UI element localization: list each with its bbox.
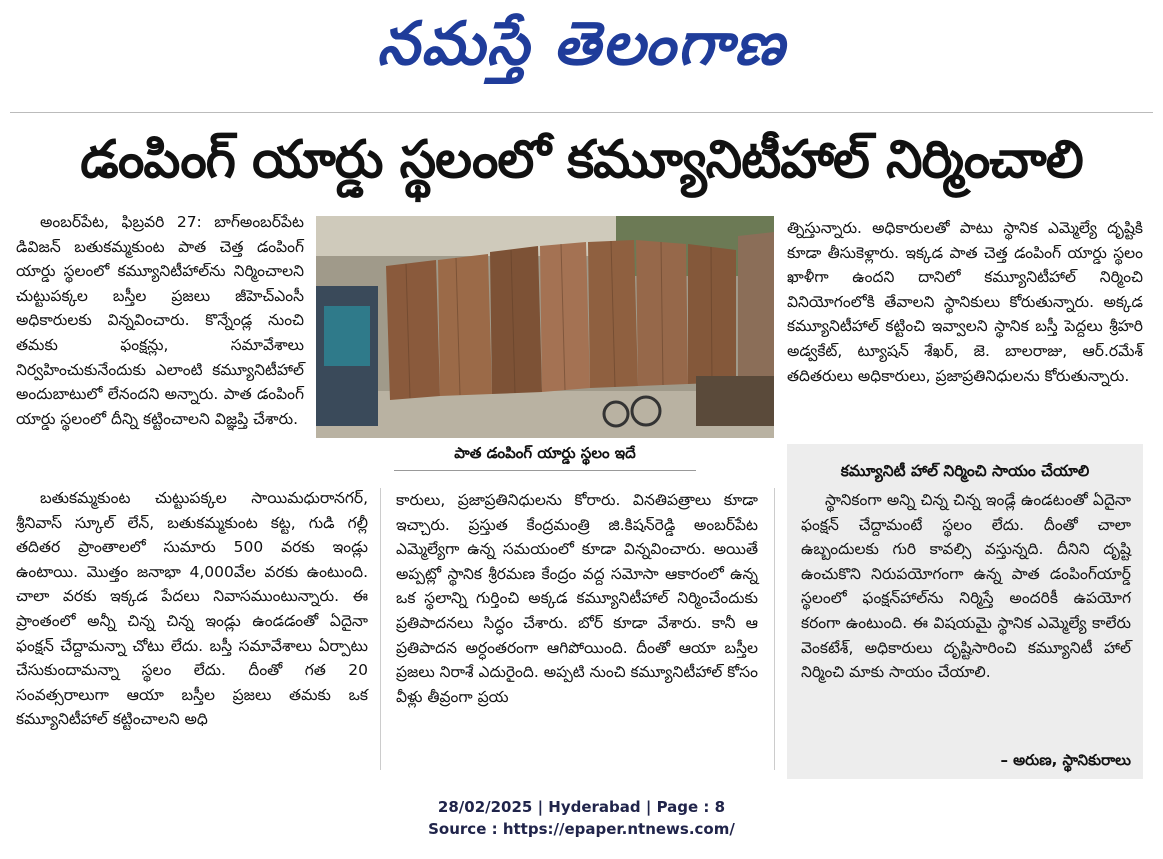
article-column-3 — [787, 216, 1143, 388]
footer-dateline: 28/02/2025 | Hyderabad | Page : 8 — [437, 798, 726, 816]
box-body — [801, 488, 1131, 685]
article-paragraph-3: కారులు, ప్రజాప్రతినిధులను కోరారు. వినతిపత్రాలు కూడా ఇచ్చారు. ప్రస్తుత కేంద్రమంత్రి జి.కిషన్‌రెడ్డి అంబర్‌పేట ఎమ్మెల్యేగా ఉన్న సమయంలో కూడా విన్నవించారు. అయితే అప్పట్లో స్థానిక శ్రీరమణ కేంద్రం వద్ద సమోసా ఆకారంలో ఉన్న ఒక స్థలాన్ని గుర్తించి అక్కడ కమ్యూనిటీహాల్ నిర్మించేందుకు ప్రతిపాదనలు సిద్ధం చేశారు. బోర్ కూడా వేశారు. కానీ ఆ ప్రతిపాదన అర్ధంతరంగా ఆగిపోయింది. దీంతో ఆయా బస్తీల ప్రజలు నిరాశే ఎదురైంది. అప్పటి నుంచి కమ్యూనిటీహాల్ కోసం వీళ్లు తీవ్రంగా ప్రయ — [396, 491, 758, 706]
sidebar-quote-box — [787, 444, 1143, 779]
masthead-logo: నమస్తే తెలంగాణ — [376, 9, 787, 79]
dumping-yard-photo — [316, 216, 774, 438]
masthead-divider — [10, 112, 1153, 113]
box-paragraph: స్థానికంగా అన్ని చిన్న చిన్న ఇండ్లే ఉండటంతో ఏదైనా ఫంక్షన్ చేద్దామంటే స్థలం లేదు. దీంతో చాలా ఉబ్బందులకు గురి కావల్సి వస్తున్నది. దీనిని దృష్టి ఉంచుకొని నిరుపయోగంగా ఉన్న పాత డంపింగ్‌యార్డ్ స్థలంలో ఫంక్షన్‌హాల్‌ను నిర్మిస్తే అందరికీ ఉపయోగ కరంగా ఉంటుంది. ఈ విషయమై స్థానిక ఎమ్మెల్యే కాలేరు వెంకటేశ్, అధికారులు దృష్టిసారించి కమ్యూనిటీ హాల్ నిర్మించి మాకు సాయం చేయాలి. — [801, 491, 1131, 682]
article-paragraph-1: అంబర్‌పేట, ఫిబ్రవరి 27: బాగ్‌అంబర్‌పేట డివిజన్ బతుకమ్మకుంట పాత చెత్త డంపింగ్ యార్డు స్థలంలో కమ్యూనిటీహాల్‌ను నిర్మించాలని చుట్టుపక్కల బస్తీల ప్రజలు జీహెచ్‌ఎంసీ అధికారులకు విన్నవించారు. కొన్నేండ్ల నుంచి తమకు ఫంక్షన్లు, సమావేశాలు నిర్వహించుకునేందుకు ఎలాంటి కమ్యూనిటీహాల్ అందుబాటులో లేనందని అన్నారు. పాత డంపింగ్ యార్డు స్థలంలో దీన్ని కట్టించాలని విజ్ఞప్తి చేశారు. — [16, 213, 304, 428]
article-paragraph-2: బతుకమ్మకుంట చుట్టుపక్కల సాయిమధురానగర్, శ్రీనివాస్ స్కూల్ లేన్, బతుకమ్మకుంట కట్ట, గుడి గల్లీ తదితర ప్రాంతాలలో సుమారు 500 వరకు ఇండ్లు ఉంటాయి. మొత్తం జనాభా 4,000వేల వరకు ఉంటుంది. చాలా వరకు ఇక్కడ పేదలు నివాసముంటున్నారు. ఈ ప్రాంతంలో అన్నీ చిన్న చిన్న ఇండ్లు ఉండడంతో ఏదైనా ఫంక్షన్ చేద్దామన్నా చోటు లేదు. బస్తీ సమావేశాలు ఏర్పాటు చేసుకుందామన్నా స్థలం లేదు. దీంతో గత 20 సంవత్సరాలుగా ఆయా బస్తీల ప్రజలు తమకు ఒక కమ్యూనిటీహాల్ కట్టించాలని అధి — [16, 489, 368, 729]
article-column-1 — [16, 210, 304, 431]
box-title: కమ్యూనిటీ హాల్ నిర్మించి సాయం చేయాలి — [840, 462, 1090, 480]
article-column-2 — [396, 488, 758, 709]
box-signature: – అరుణ, స్థానికురాలు — [1000, 751, 1131, 769]
footer-source: Source : https://epaper.ntnews.com/ — [428, 820, 735, 838]
article-paragraph-4: త్నిస్తున్నారు. అధికారులతో పాటు స్థానిక ఎమ్మెల్యే దృష్టికి కూడా తీసుకెళ్లారు. ఇక్కడ పాత చెత్త డంపింగ్ యార్డు స్థలం ఖాళీగా ఉందని దానిలో కమ్యూనిటీహాల్ నిర్మించి వినియోగంలోకి తేవాలని స్థానికులు కోరుతున్నారు. అక్కడ కమ్యూనిటీహాల్ కట్టించి ఇవ్వాలని స్థానిక బస్తీ పెద్దలు శ్రీహరి అడ్వకేట్, ట్యూషన్ శేఖర్, జె. బాలరాజు, ఆర్.రమేశ్ తదితరులు అధికారులు, ప్రజాప్రతినిధులను కోరుతున్నారు. — [787, 219, 1143, 385]
article-headline: డంపింగ్ యార్డు స్థలంలో కమ్యూనిటీహాల్ నిర్మించాలి — [80, 130, 1083, 190]
column-separator-2 — [774, 488, 775, 770]
article-column-1-lower — [16, 486, 368, 732]
column-separator — [380, 488, 381, 770]
photo-caption: పాత డంపింగ్ యార్డు స్థలం ఇదే — [454, 444, 636, 462]
caption-underline — [394, 470, 696, 471]
